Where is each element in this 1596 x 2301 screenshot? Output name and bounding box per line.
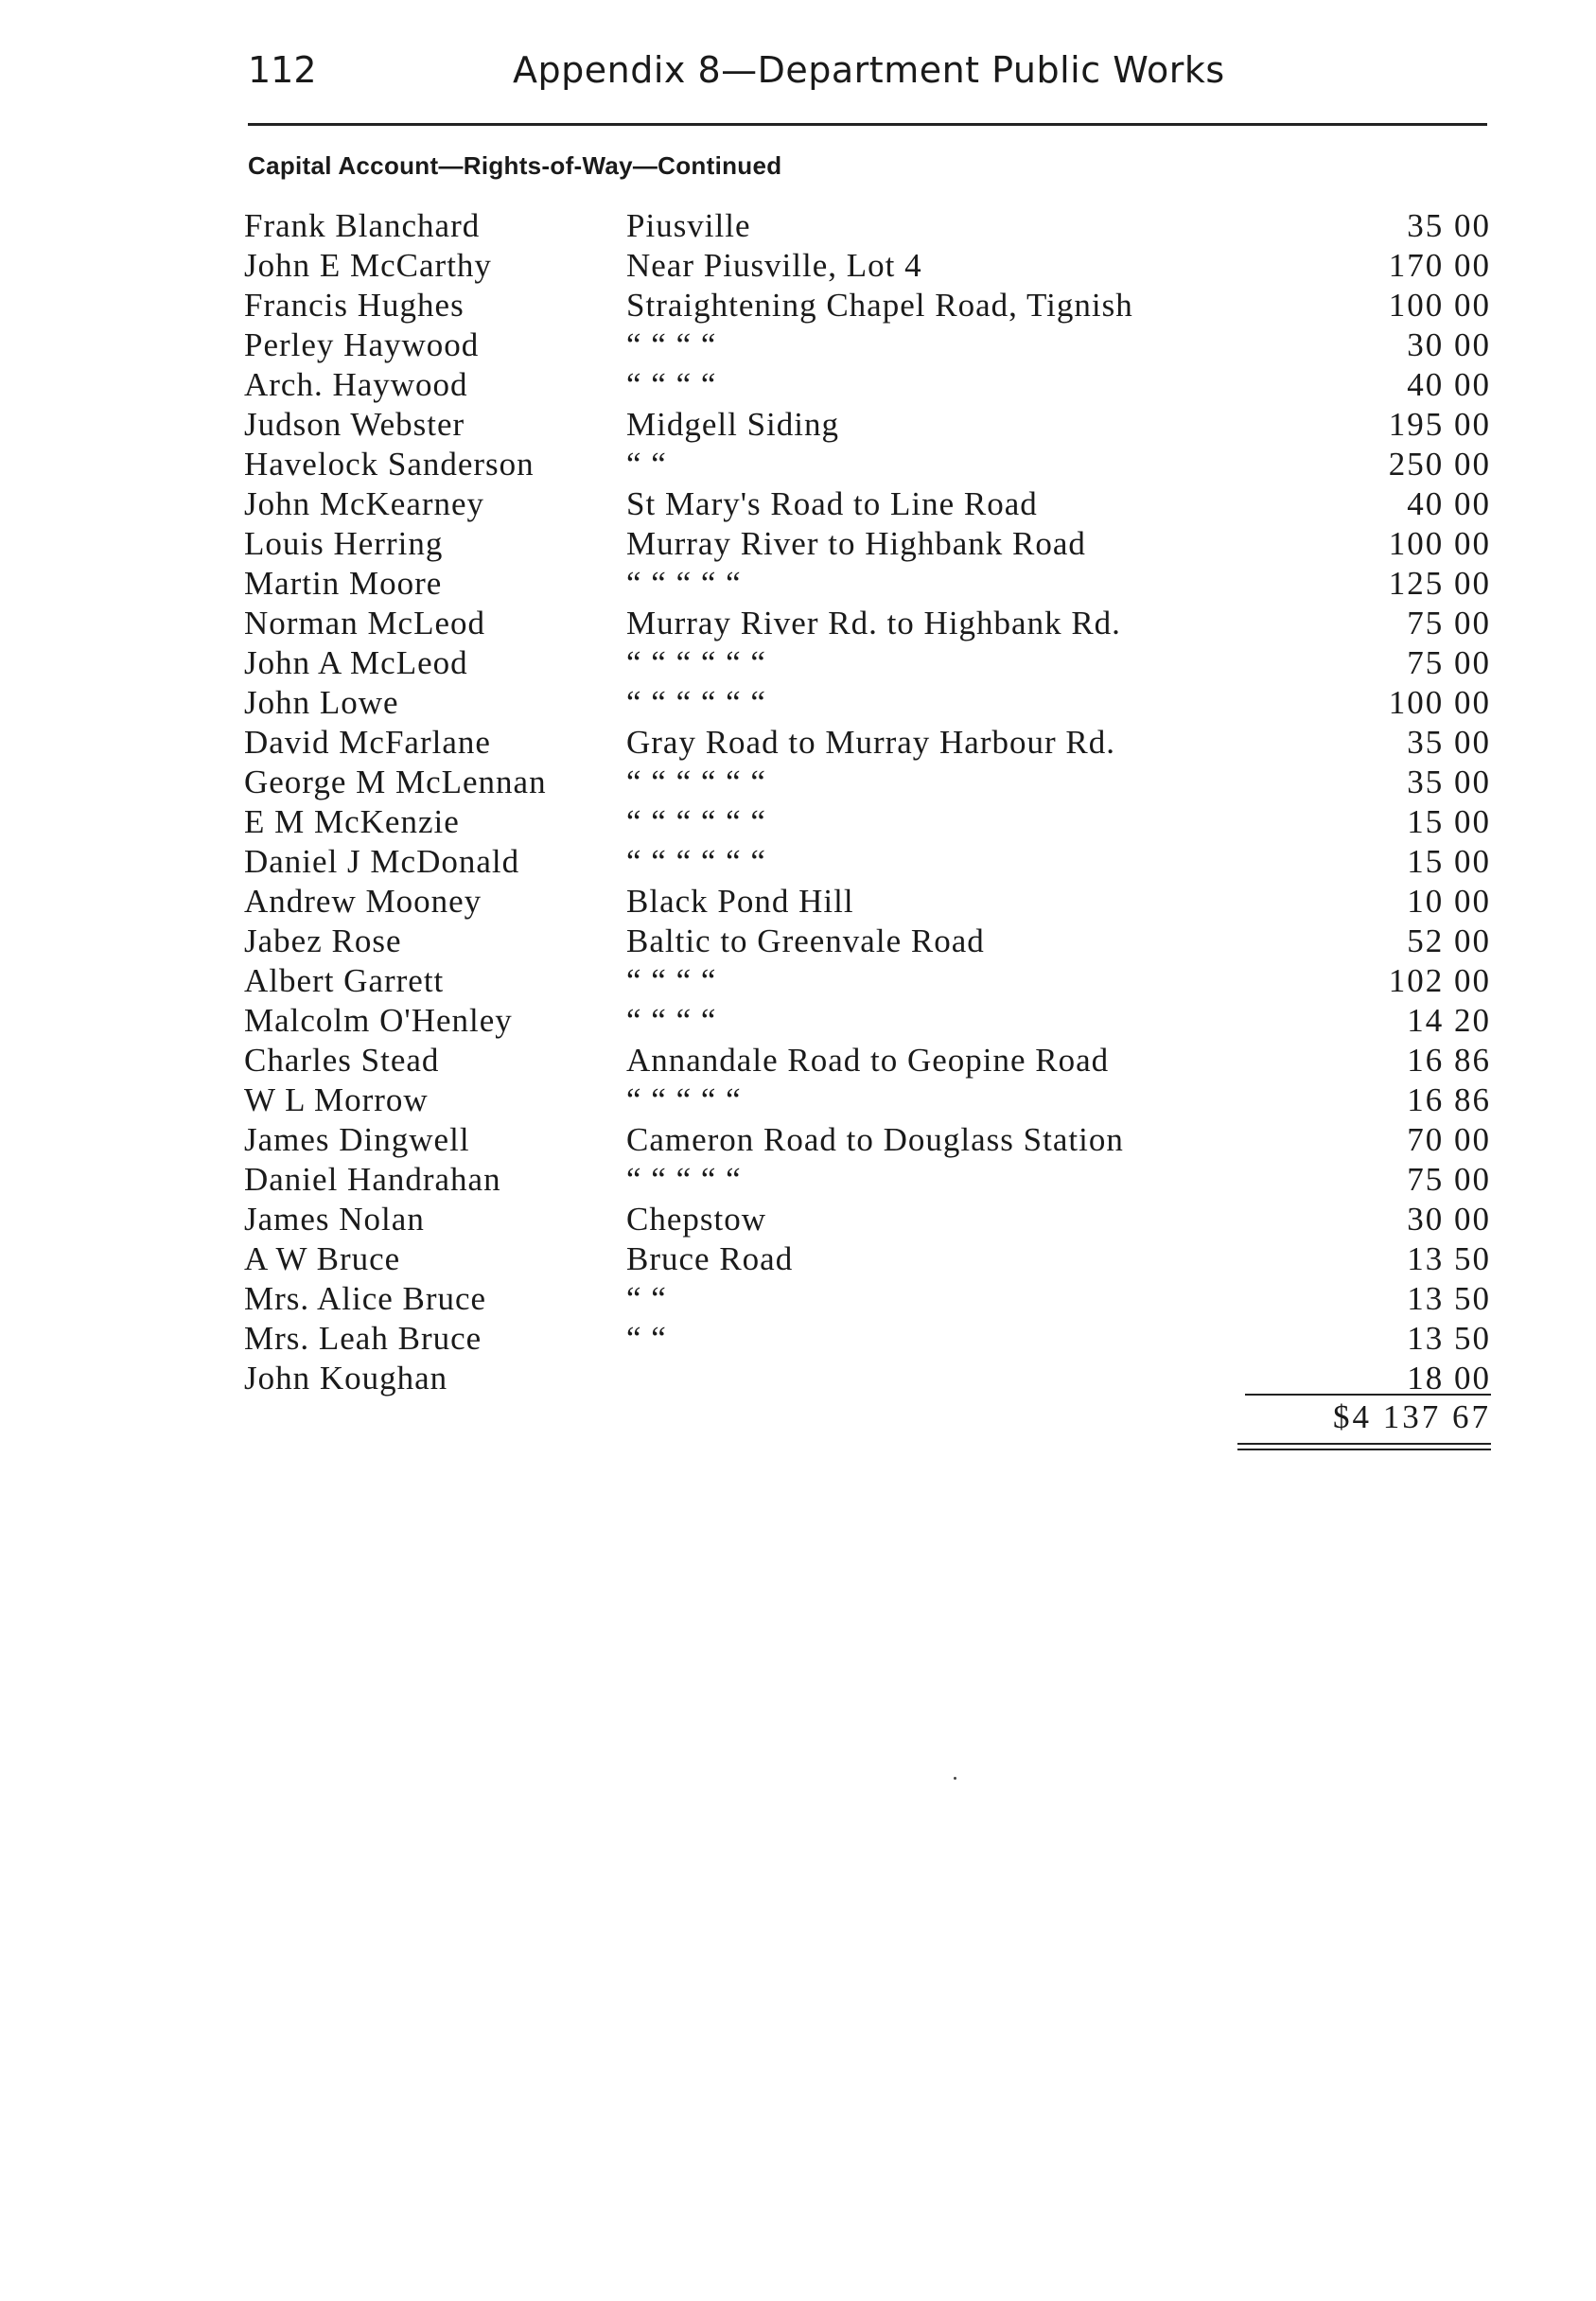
ledger-row	[244, 723, 1491, 763]
print-speck	[954, 1777, 956, 1780]
amount: 102 00	[1388, 962, 1491, 999]
running-title: Appendix 8—Department Public Works	[513, 49, 1225, 91]
location: Chepstow	[626, 1201, 766, 1238]
payee-name: George M McLennan	[244, 764, 547, 800]
payee-name: Perley Haywood	[244, 326, 480, 363]
ledger-row	[244, 763, 1491, 802]
payee-name: David McFarlane	[244, 724, 491, 761]
amount: 40 00	[1407, 485, 1491, 522]
amount: 250 00	[1388, 446, 1491, 483]
section-heading: Capital Account—Rights-of-Way—Continued	[248, 151, 782, 180]
amount: 18 00	[1407, 1360, 1491, 1396]
amount: 16 86	[1407, 1081, 1491, 1118]
ledger-row	[244, 1001, 1491, 1041]
ledger-row	[244, 882, 1491, 922]
payee-name: Martin Moore	[244, 565, 443, 602]
amount: 35 00	[1407, 764, 1491, 800]
ledger-row	[244, 325, 1491, 365]
location: Piusville	[626, 207, 751, 244]
ledger-row	[244, 1041, 1491, 1080]
location: “ “	[626, 1280, 667, 1317]
amount: 15 00	[1407, 803, 1491, 840]
payee-name: John Koughan	[244, 1360, 448, 1396]
ledger-row	[244, 206, 1491, 246]
location: “ “ “ “	[626, 326, 717, 363]
amount: 75 00	[1407, 644, 1491, 681]
ledger-row	[244, 365, 1491, 405]
amount: 13 50	[1407, 1280, 1491, 1317]
amount: 170 00	[1388, 247, 1491, 284]
location: Straightening Chapel Road, Tignish	[626, 287, 1133, 324]
ledger-row	[244, 604, 1491, 643]
payee-name: W L Morrow	[244, 1081, 429, 1118]
amount: 40 00	[1407, 366, 1491, 403]
amount: 52 00	[1407, 922, 1491, 959]
payee-name: Frank Blanchard	[244, 207, 481, 244]
payee-name: Norman McLeod	[244, 605, 486, 641]
payee-name: Mrs. Alice Bruce	[244, 1280, 487, 1317]
location: Black Pond Hill	[626, 883, 854, 920]
location: “ “ “ “ “ “	[626, 644, 766, 681]
ledger-row	[244, 802, 1491, 842]
payee-name: John E McCarthy	[244, 247, 492, 284]
amount: 100 00	[1388, 287, 1491, 324]
location: “ “	[626, 1320, 667, 1357]
ledger-row	[244, 484, 1491, 524]
amount: 30 00	[1407, 326, 1491, 363]
payee-name: Malcolm O'Henley	[244, 1002, 513, 1039]
location: “ “ “ “ “ “	[626, 843, 766, 880]
amount: 16 86	[1407, 1042, 1491, 1079]
ledger-row	[244, 286, 1491, 325]
amount: 35 00	[1407, 207, 1491, 244]
payee-name: Jabez Rose	[244, 922, 402, 959]
total-amount: $4 137 67	[1333, 1398, 1491, 1435]
page-number: 112	[248, 49, 317, 91]
payee-name: James Nolan	[244, 1201, 425, 1238]
payee-name: Daniel Handrahan	[244, 1161, 501, 1198]
payee-name: E M McKenzie	[244, 803, 460, 840]
header-rule	[248, 123, 1487, 126]
ledger-row	[244, 922, 1491, 961]
location: “ “ “ “ “ “	[626, 684, 766, 721]
amount: 10 00	[1407, 883, 1491, 920]
amount: 70 00	[1407, 1121, 1491, 1158]
ledger-table	[244, 206, 1491, 1398]
ledger-row	[244, 842, 1491, 882]
page-header	[248, 49, 1487, 106]
payee-name: Francis Hughes	[244, 287, 465, 324]
ledger-row	[244, 1120, 1491, 1160]
location: “ “ “ “	[626, 366, 717, 403]
payee-name: Daniel J McDonald	[244, 843, 520, 880]
amount: 100 00	[1388, 684, 1491, 721]
location: “ “ “ “ “	[626, 1081, 742, 1118]
payee-name: James Dingwell	[244, 1121, 470, 1158]
location: Baltic to Greenvale Road	[626, 922, 985, 959]
amount: 14 20	[1407, 1002, 1491, 1039]
payee-name: Mrs. Leah Bruce	[244, 1320, 482, 1357]
location: “ “ “ “ “ “	[626, 764, 766, 800]
payee-name: John A McLeod	[244, 644, 468, 681]
amount: 30 00	[1407, 1201, 1491, 1238]
location: St Mary's Road to Line Road	[626, 485, 1038, 522]
ledger-row	[244, 683, 1491, 723]
ledger-row	[244, 564, 1491, 604]
location: Annandale Road to Geopine Road	[626, 1042, 1110, 1079]
payee-name: Louis Herring	[244, 525, 444, 562]
location: Near Piusville, Lot 4	[626, 247, 922, 284]
payee-name: Albert Garrett	[244, 962, 445, 999]
ledger-row	[244, 445, 1491, 484]
payee-name: Havelock Sanderson	[244, 446, 535, 483]
location: Gray Road to Murray Harbour Rd.	[626, 724, 1116, 761]
total-double-underline	[1237, 1443, 1491, 1450]
location: Cameron Road to Douglass Station	[626, 1121, 1124, 1158]
ledger-row	[244, 961, 1491, 1001]
amount: 75 00	[1407, 1161, 1491, 1198]
payee-name: Judson Webster	[244, 406, 465, 443]
amount: 125 00	[1388, 565, 1491, 602]
ledger-row	[244, 524, 1491, 564]
amount: 195 00	[1388, 406, 1491, 443]
location: Midgell Siding	[626, 406, 839, 443]
payee-name: Arch. Haywood	[244, 366, 468, 403]
location: “ “ “ “ “ “	[626, 803, 766, 840]
location: “ “	[626, 446, 667, 483]
amount: 35 00	[1407, 724, 1491, 761]
payee-name: A W Bruce	[244, 1240, 401, 1277]
location: “ “ “ “ “	[626, 1161, 742, 1198]
ledger-row	[244, 1160, 1491, 1200]
ledger-row	[244, 1080, 1491, 1120]
ledger-row	[244, 1319, 1491, 1359]
amount: 75 00	[1407, 605, 1491, 641]
location: Bruce Road	[626, 1240, 794, 1277]
ledger-row	[244, 405, 1491, 445]
location: “ “ “ “	[626, 962, 717, 999]
amount: 15 00	[1407, 843, 1491, 880]
ledger-row	[244, 643, 1491, 683]
location: Murray River Rd. to Highbank Rd.	[626, 605, 1121, 641]
ledger-row	[244, 1279, 1491, 1319]
payee-name: Andrew Mooney	[244, 883, 482, 920]
location: “ “ “ “ “	[626, 565, 742, 602]
ledger-row	[244, 1359, 1491, 1398]
payee-name: John Lowe	[244, 684, 399, 721]
payee-name: John McKearney	[244, 485, 485, 522]
location: Murray River to Highbank Road	[626, 525, 1086, 562]
ledger-row	[244, 246, 1491, 286]
location: “ “ “ “	[626, 1002, 717, 1039]
amount: 100 00	[1388, 525, 1491, 562]
amount: 13 50	[1407, 1240, 1491, 1277]
ledger-row	[244, 1239, 1491, 1279]
total-rule	[1245, 1394, 1491, 1396]
ledger-row	[244, 1200, 1491, 1239]
payee-name: Charles Stead	[244, 1042, 440, 1079]
amount: 13 50	[1407, 1320, 1491, 1357]
